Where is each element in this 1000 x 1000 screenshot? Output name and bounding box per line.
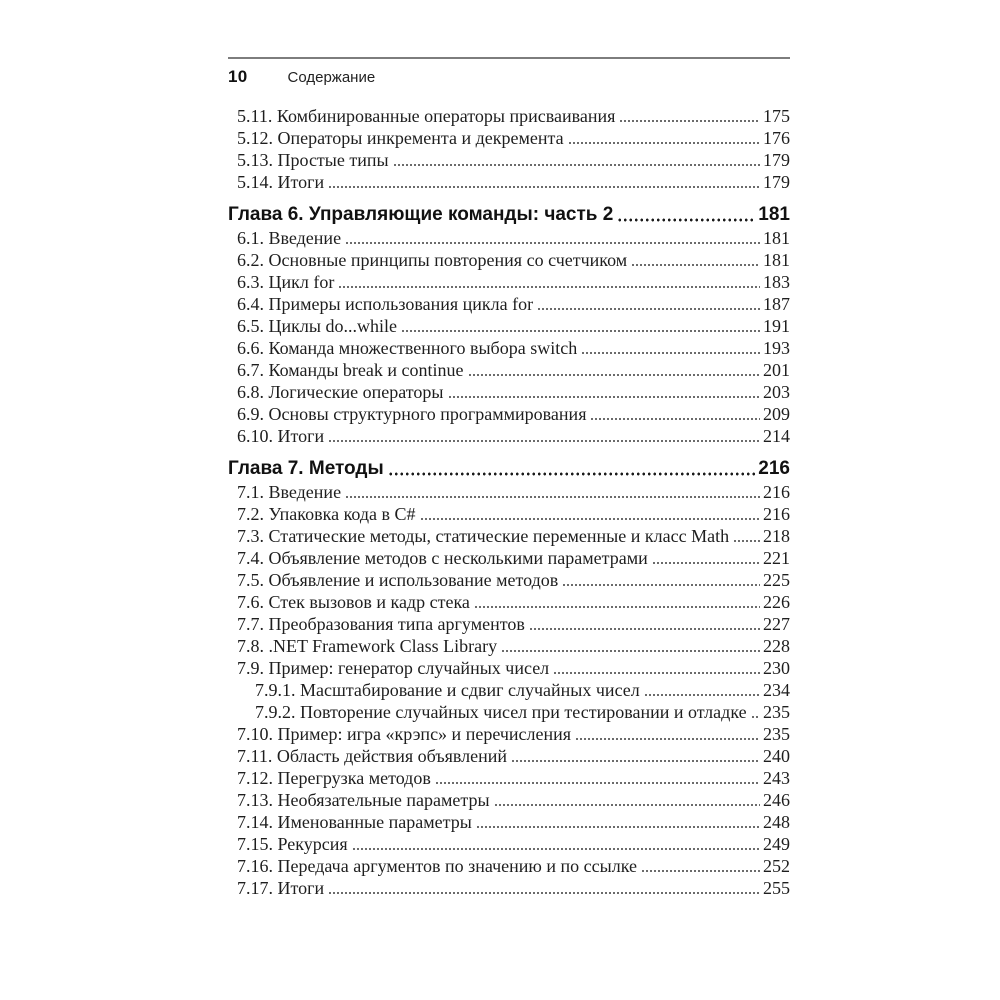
- dot-leader: [581, 337, 760, 359]
- toc-row: [228, 105, 790, 127]
- toc-entry-label: 7.2. Упаковка кода в C#: [237, 504, 416, 524]
- toc-row: [228, 481, 790, 503]
- toc-entry-label: 6.4. Примеры использования цикла for: [237, 294, 534, 314]
- toc-entry-label: 7.11. Область действия объявлений: [237, 746, 508, 766]
- toc-entry-page: 193: [763, 338, 790, 358]
- dot-leader: [474, 591, 760, 613]
- dot-leader: [345, 481, 760, 503]
- toc-entry-label: 7.14. Именованные параметры: [237, 812, 472, 832]
- toc-entry-label: 7.4. Объявление методов с несколькими параметрами: [237, 548, 648, 568]
- toc-row: [228, 767, 790, 789]
- dot-leader: [476, 811, 760, 833]
- toc-entry-page: 216: [758, 458, 790, 479]
- toc-entry-page: 183: [763, 272, 790, 292]
- dot-leader: [328, 877, 760, 899]
- dot-leader: [352, 833, 760, 855]
- dot-leader: [328, 171, 760, 193]
- toc-entry-label: 5.14. Итоги: [237, 172, 325, 192]
- toc-entry-page: 181: [758, 204, 790, 225]
- dot-leader: [537, 293, 760, 315]
- toc-entry-page: 234: [763, 680, 790, 700]
- toc-row: [228, 547, 790, 569]
- toc-entry-label: 7.10. Пример: игра «крэпс» и перечисления: [237, 724, 572, 744]
- toc-row: [228, 701, 790, 723]
- dot-leader: [590, 403, 760, 425]
- toc-row: [228, 403, 790, 425]
- toc-row: [228, 337, 790, 359]
- toc-entry-label: 7.9. Пример: генератор случайных чисел: [237, 658, 550, 678]
- toc-row: [228, 171, 790, 193]
- toc-row: [228, 635, 790, 657]
- toc-row: [228, 657, 790, 679]
- dot-leader: [644, 679, 760, 701]
- toc-entry-page: 252: [763, 856, 790, 876]
- toc-entry-label: 5.11. Комбинированные операторы присваивания: [237, 106, 616, 126]
- toc-row: [228, 833, 790, 855]
- toc-row: [228, 503, 790, 525]
- toc-row: [228, 359, 790, 381]
- toc-entry-label: Глава 6. Управляющие команды: часть 2: [228, 204, 614, 225]
- toc-entry-label: 7.12. Перегрузка методов: [237, 768, 431, 788]
- dot-leader: [617, 203, 755, 227]
- toc-entry-label: 6.1. Введение: [237, 228, 342, 248]
- dot-leader: [733, 525, 760, 547]
- dot-leader: [393, 149, 760, 171]
- toc-row: [228, 271, 790, 293]
- dot-leader: [328, 425, 760, 447]
- toc-row: [228, 679, 790, 701]
- toc-entry-page: 230: [763, 658, 790, 678]
- dot-leader: [420, 503, 760, 525]
- toc-entry-label: 6.7. Команды break и continue: [237, 360, 464, 380]
- toc-entry-page: 248: [763, 812, 790, 832]
- toc-entry-label: Глава 7. Методы: [228, 458, 384, 479]
- toc-entry-page: 216: [763, 482, 790, 502]
- toc-row: [228, 149, 790, 171]
- toc-entry-page: 209: [763, 404, 790, 424]
- toc-entry-label: 7.9.1. Масштабирование и сдвиг случайных чисел: [255, 680, 640, 700]
- toc-row: [228, 789, 790, 811]
- toc-row: [228, 127, 790, 149]
- dot-leader: [448, 381, 761, 403]
- dot-leader: [529, 613, 760, 635]
- toc-entry-label: 6.10. Итоги: [237, 426, 325, 446]
- toc-row: [228, 591, 790, 613]
- toc-entry-page: 181: [763, 228, 790, 248]
- toc-entry-label: 6.3. Цикл for: [237, 272, 335, 292]
- toc-row: [228, 457, 790, 481]
- running-header: [228, 57, 790, 87]
- toc-row: [228, 203, 790, 227]
- dot-leader: [575, 723, 760, 745]
- toc-row: [228, 613, 790, 635]
- toc-row: [228, 811, 790, 833]
- toc-entry-label: 6.5. Циклы do...while: [237, 316, 397, 336]
- toc-entry-label: 7.17. Итоги: [237, 878, 325, 898]
- toc-entry-page: 226: [763, 592, 790, 612]
- toc-row: [228, 877, 790, 899]
- toc-row: [228, 745, 790, 767]
- dot-leader: [562, 569, 760, 591]
- toc-row: [228, 855, 790, 877]
- toc-entry-page: 187: [763, 294, 790, 314]
- toc-entry-label: 6.2. Основные принципы повторения со счетчиком: [237, 250, 628, 270]
- toc-entry-page: 228: [763, 636, 790, 656]
- toc-entry-page: 181: [763, 250, 790, 270]
- toc-entry-page: 249: [763, 834, 790, 854]
- dot-leader: [751, 701, 760, 723]
- dot-leader: [494, 789, 760, 811]
- dot-leader: [435, 767, 760, 789]
- toc-entry-label: 7.1. Введение: [237, 482, 342, 502]
- dot-leader: [501, 635, 760, 657]
- toc-entry-page: 235: [763, 702, 790, 722]
- toc-entry-label: 6.6. Команда множественного выбора switch: [237, 338, 578, 358]
- toc-entry-page: 240: [763, 746, 790, 766]
- toc-entry-page: 203: [763, 382, 790, 402]
- dot-leader: [401, 315, 760, 337]
- toc-entry-label: 5.13. Простые типы: [237, 150, 389, 170]
- toc-entry-label: 7.7. Преобразования типа аргументов: [237, 614, 525, 634]
- toc-row: [228, 315, 790, 337]
- toc-entry-page: 191: [763, 316, 790, 336]
- dot-leader: [511, 745, 760, 767]
- toc-entry-page: 221: [763, 548, 790, 568]
- toc-entry-page: 225: [763, 570, 790, 590]
- toc-entry-page: 218: [763, 526, 790, 546]
- dot-leader: [553, 657, 760, 679]
- toc-entry-label: 7.6. Стек вызовов и кадр стека: [237, 592, 470, 612]
- dot-leader: [631, 249, 760, 271]
- dot-leader: [619, 105, 760, 127]
- dot-leader: [641, 855, 760, 877]
- toc-entry-page: 176: [763, 128, 790, 148]
- toc-entry-page: 235: [763, 724, 790, 744]
- dot-leader: [468, 359, 761, 381]
- toc-entry-label: 6.8. Логические операторы: [237, 382, 444, 402]
- running-title: Содержание: [287, 69, 376, 86]
- toc-entry-page: 179: [763, 150, 790, 170]
- dot-leader: [338, 271, 760, 293]
- toc-entry-page: 214: [763, 426, 790, 446]
- toc-row: [228, 569, 790, 591]
- toc-entry-page: 201: [763, 360, 790, 380]
- toc-entry-label: 7.16. Передача аргументов по значению и по ссылке: [237, 856, 637, 876]
- toc-entry-page: 216: [763, 504, 790, 524]
- toc-row: [228, 227, 790, 249]
- toc-entry-label: 7.13. Необязательные параметры: [237, 790, 490, 810]
- toc-entry-page: 175: [763, 106, 790, 126]
- dot-leader: [345, 227, 760, 249]
- toc-row: [228, 425, 790, 447]
- toc-row: [228, 249, 790, 271]
- dot-leader: [652, 547, 760, 569]
- toc-entry-label: 7.5. Объявление и использование методов: [237, 570, 559, 590]
- toc-list: [228, 105, 790, 899]
- toc-entry-label: 7.9.2. Повторение случайных чисел при тестировании и отладке: [255, 702, 747, 722]
- toc-row: [228, 525, 790, 547]
- toc-row: [228, 293, 790, 315]
- toc-entry-label: 7.8. .NET Framework Class Library: [237, 636, 498, 656]
- toc-entry-page: 255: [763, 878, 790, 898]
- toc-entry-label: 7.15. Рекурсия: [237, 834, 348, 854]
- toc-entry-page: 179: [763, 172, 790, 192]
- dot-leader: [568, 127, 760, 149]
- toc-entry-label: 7.3. Статические методы, статические переменные и класс Math: [237, 526, 730, 546]
- toc-entry-page: 227: [763, 614, 790, 634]
- toc-entry-page: 246: [763, 790, 790, 810]
- toc-entry-label: 5.12. Операторы инкремента и декремента: [237, 128, 564, 148]
- toc-row: [228, 723, 790, 745]
- dot-leader: [388, 457, 756, 481]
- toc-entry-label: 6.9. Основы структурного программирования: [237, 404, 587, 424]
- toc-row: [228, 381, 790, 403]
- page-number: 10: [228, 67, 248, 86]
- toc-entry-page: 243: [763, 768, 790, 788]
